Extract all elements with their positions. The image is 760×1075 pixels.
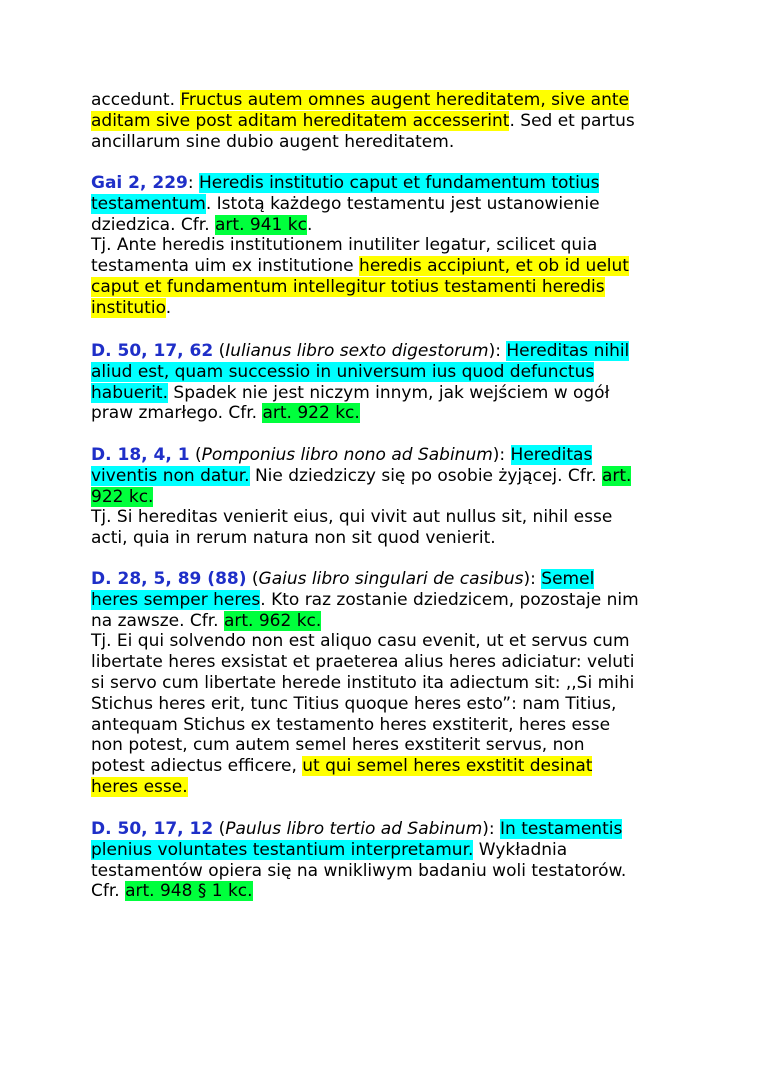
text-run: . Istotą każdego testamentu jest ustanowienie (205, 193, 600, 214)
text-run: Tj. Si hereditas venierit eius, qui vivit aut nullus sit, nihil esse (91, 507, 613, 528)
text-run: ancillarum sine dubio augent hereditatem. (91, 131, 455, 152)
text-run: Spadek nie jest niczym innym, jak wejściem w ogół (168, 382, 610, 403)
text-line (91, 173, 681, 194)
text-run: testamentów opiera się na wnikliwym badaniu woli testatorów. (91, 860, 627, 881)
text-run: . (306, 214, 313, 235)
text-line (91, 445, 681, 466)
source-reference: D. 18, 4, 1 (91, 445, 190, 465)
text-line (91, 840, 681, 861)
text-line (91, 861, 681, 882)
highlighted-text: testamentum (91, 193, 206, 214)
highlighted-text: Heredis institutio caput et fundamentum totius (199, 173, 600, 193)
text-run: ): (488, 341, 507, 361)
text-run: ): (523, 569, 542, 589)
text-run: ): (492, 445, 511, 465)
highlighted-text: heres esse. (91, 776, 188, 797)
text-run: . (165, 297, 172, 318)
text-line (91, 277, 681, 298)
text-line (91, 235, 681, 256)
text-line (91, 528, 681, 549)
text-line (91, 298, 681, 319)
text-run: Cfr. (91, 881, 126, 902)
text-line (91, 132, 681, 153)
text-run: praw zmarłego. Cfr. (91, 403, 263, 424)
text-line (91, 673, 681, 694)
source-citation: Iulianus libro sexto digestorum (225, 341, 489, 361)
source-reference: D. 28, 5, 89 (88) (91, 569, 247, 589)
text-line (91, 111, 681, 132)
text-run: ( (246, 569, 259, 589)
text-run: testamenta uim ex institutione (91, 256, 360, 277)
text-run: ( (213, 341, 226, 361)
source-reference: D. 50, 17, 62 (91, 341, 214, 361)
highlighted-text: plenius voluntates testantium interpretamur. (91, 839, 474, 860)
text-line (91, 569, 681, 590)
text-line (91, 194, 681, 215)
text-run: acti, quia in rerum natura non sit quod venierit. (91, 528, 496, 549)
text-run: ( (213, 819, 226, 839)
text-run: ( (189, 445, 202, 465)
text-line (91, 341, 681, 362)
text-run: antequam Stichus ex testamento heres exstiterit, heres esse (91, 714, 611, 735)
text-run: libertate heres exsistat et praeterea alius heres adiciatur: veluti (91, 652, 635, 673)
article-highlight: 922 kc. (91, 486, 154, 507)
text-run: si servo cum libertate herede instituto ita adiectum sit: ,,Si mihi (91, 672, 635, 693)
article-highlight: art. 948 § 1 kc. (125, 881, 253, 902)
highlighted-text: Fructus autem omnes augent hereditatem, sive ante (180, 90, 629, 110)
text-line (91, 735, 681, 756)
text-run: ): (482, 819, 501, 839)
text-run: non potest, cum autem semel heres exstiterit servus, non (91, 735, 585, 756)
text-line (91, 777, 681, 798)
paragraph-inheritance-increase (91, 90, 681, 152)
paragraph-d-50-17-12 (91, 819, 681, 902)
source-citation: Gaius libro singulari de casibus (258, 569, 524, 589)
text-run: Tj. Ei qui solvendo non est aliquo casu evenit, ut et servus cum (91, 631, 630, 652)
text-line (91, 590, 681, 611)
text-line (91, 611, 681, 632)
text-line (91, 383, 681, 404)
text-line (91, 90, 681, 111)
paragraph-gai-2-229 (91, 173, 681, 319)
text-line (91, 362, 681, 383)
source-citation: Pomponius libro nono ad Sabinum (201, 445, 493, 465)
highlighted-text: aditam sive post aditam hereditatem accesserint (91, 110, 510, 131)
source-reference: Gai 2, 229 (91, 173, 188, 193)
paragraph-d-28-5-89 (91, 569, 681, 798)
text-line (91, 507, 681, 528)
text-line (91, 756, 681, 777)
highlighted-text: habuerit. (91, 382, 168, 403)
text-run: Stichus heres erit, tunc Titius quoque heres esto”: nam Titius, (91, 693, 617, 714)
text-line (91, 487, 681, 508)
text-run: Tj. Ante heredis institutionem inutiliter legatur, scilicet quia (91, 235, 598, 256)
text-run: dziedzica. Cfr. (91, 214, 215, 235)
text-run: na zawsze. Cfr. (91, 610, 224, 631)
highlighted-text: ut qui semel heres exstitit desinat (302, 756, 593, 777)
highlighted-text: heres semper heres (91, 589, 261, 610)
text-line (91, 819, 681, 840)
highlighted-text: caput et fundamentum intellegitur totius testamenti heredis (91, 276, 605, 297)
text-line (91, 652, 681, 673)
text-line (91, 256, 681, 277)
highlighted-text: Semel (541, 569, 595, 589)
article-highlight: art. 922 kc. (262, 403, 360, 424)
article-highlight: art. 941 kc (215, 214, 307, 235)
text-run: . Kto raz zostanie dziedzicem, pozostaje nim (260, 589, 639, 610)
text-line (91, 694, 681, 715)
highlighted-text: aliud est, quam successio in universum ius quod defunctus (91, 361, 595, 382)
paragraph-d-50-17-62 (91, 341, 681, 424)
source-reference: D. 50, 17, 12 (91, 819, 214, 839)
text-run: : (187, 173, 200, 193)
highlighted-text: In testamentis (500, 819, 623, 839)
text-run: . Sed et partus (509, 110, 635, 131)
source-citation: Paulus libro tertio ad Sabinum (225, 819, 483, 839)
text-line (91, 215, 681, 236)
article-highlight: art. (601, 465, 632, 486)
paragraph-d-18-4-1 (91, 445, 681, 549)
highlighted-text: institutio (91, 297, 166, 318)
highlighted-text: viventis non datur. (91, 465, 250, 486)
text-run: potest adiectus efficere, (91, 756, 303, 777)
text-run: Wykładnia (473, 839, 568, 860)
highlighted-text: Hereditas (510, 445, 593, 465)
text-line (91, 881, 681, 902)
text-line (91, 403, 681, 424)
text-run: Nie dziedziczy się po osobie żyjącej. Cfr. (249, 465, 602, 486)
highlighted-text: Hereditas nihil (506, 341, 630, 361)
text-line (91, 715, 681, 736)
highlighted-text: heredis accipiunt, et ob id uelut (359, 256, 629, 277)
text-line (91, 631, 681, 652)
text-run: accedunt. (91, 90, 181, 110)
text-line (91, 466, 681, 487)
article-highlight: art. 962 kc. (223, 610, 322, 631)
